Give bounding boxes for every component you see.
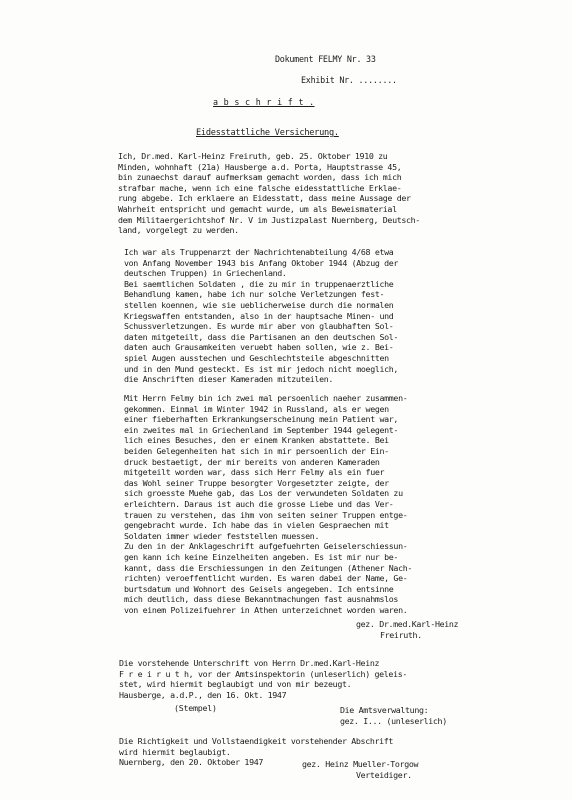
- text-line: Mit Herrn Felmy bin ich zwei mal persoenlich naeher zusammen-: [124, 393, 408, 403]
- text-line: kannt, dass die Erschiessungen in den Zeitungen (Athener Nach-: [124, 562, 412, 573]
- text-line: Kriegswaffen entstanden, also in der hauptsache Minen- und: [124, 310, 394, 321]
- text-line: Nuernberg, den 20. Oktober 1947: [119, 757, 263, 768]
- text-line: das Wohl seiner Truppe besorgter Vorgesetzter zeigte, der: [124, 477, 389, 488]
- text-line: Hausberge, a.d.P., den 16. Okt. 1947: [119, 689, 287, 700]
- abschrift-heading: a b s c h r i f t .: [213, 97, 315, 107]
- text-line: bin zunaechst darauf aufmerksam gemacht worden, dass ich mich: [118, 172, 402, 183]
- stamp-note: (Stempel): [174, 703, 217, 713]
- text-line: von einem Polizeifuehrer in Athen unterzeichnet worden waren.: [124, 604, 408, 615]
- text-line: erleichtern. Daraus ist auch die grosse Liebe und das Ver-: [124, 498, 394, 509]
- signature-line: Verteidiger.: [356, 769, 412, 780]
- text-line: richten) veroeffentlicht wurden. Es waren dabei der Name, Ge-: [124, 573, 408, 584]
- text-line: spiel Augen ausstechen und Geschlechtsteile abgeschnitten: [124, 352, 389, 363]
- intro-paragraph: [118, 151, 420, 236]
- text-line: Ich, Dr.med. Karl-Heinz Freiruth, geb. 25. Oktober 1910 zu: [118, 151, 388, 161]
- signature-line: gez. Heinz Mueller-Torgow: [302, 759, 419, 769]
- paragraph-felmy: [124, 393, 412, 615]
- amtsverwaltung-block: [340, 705, 447, 726]
- document-number: Dokument FELMY Nr. 33: [275, 54, 376, 64]
- text-line: von Anfang November 1943 bis Anfang Oktober 1944 (Abzug der: [124, 257, 399, 268]
- exhibit-number: Exhibit Nr. ........: [301, 75, 397, 85]
- text-line: druck bestaetigt, der mir bereits von anderen Kameraden: [124, 456, 380, 467]
- text-line: rung abgebe. Ich erklaere an Eidesstatt, dass meine Aussage der: [118, 193, 411, 204]
- text-line: Die vorstehende Unterschrift von Herrn Dr.med.Karl-Heinz: [119, 658, 380, 668]
- text-line: Ich war als Truppenarzt der Nachrichtenabteilung 4/68 etwa: [124, 247, 394, 257]
- text-line: daten auch Grausamkeiten veruebt haben sollen, wie z. Bei-: [124, 342, 394, 353]
- text-line: beiden Gelegenheiten hat sich in mir persoenlich der Ein-: [124, 445, 389, 456]
- text-line: Die Amtsverwaltung:: [340, 705, 429, 715]
- text-line: gen kann ich keine Einzelheiten angeben. Es ist mir nur be-: [124, 551, 399, 562]
- text-line: lich eines Besuches, den er einem Kranken abstattete. Bei: [124, 435, 389, 446]
- text-line: burtsdatum und Wohnort des Geisels angegeben. Ich entsinne: [124, 583, 394, 594]
- text-line: Bei saemtlichen Soldaten , die zu mir in truppenaerztliche: [124, 278, 394, 289]
- text-line: mich deutlich, dass diese Bekanntmachungen fast ausnahmslos: [124, 594, 399, 605]
- text-line: wird hiermit beglaubigt.: [119, 746, 231, 757]
- text-line: stellen koennen, wie sie ueblicherweise durch die normalen: [124, 299, 394, 310]
- text-line: Wahrheit entspricht und gemacht wurde, um als Beweismaterial: [118, 203, 397, 214]
- text-line: Minden, wohnhaft (21a) Hausberge a.d. Porta, Hauptstrasse 45,: [118, 161, 402, 172]
- text-line: mitgeteilt worden war, dass sich Herr Felmy als ein fuer: [124, 467, 385, 478]
- text-line: gez. I... (unleserlich): [340, 715, 447, 726]
- text-line: trauen zu verstehen, das ihm von seiten seiner Truppen entge-: [124, 509, 408, 520]
- certification-paragraph: [119, 658, 407, 700]
- defense-counsel-signature: [302, 759, 418, 780]
- text-line: stet, wird hiermit beglaubigt und von mir bezeugt.: [119, 679, 352, 690]
- paragraph-troop-doctor: [124, 247, 398, 385]
- text-line: gekommen. Einmal im Winter 1942 in Russland, als er wegen: [124, 403, 389, 414]
- text-line: die Anschriften dieser Kameraden mitzuteilen.: [124, 374, 334, 385]
- text-line: daten mitgeteilt, dass die Partisanen an den deutschen Sol-: [124, 331, 399, 342]
- document-title: Eidesstattliche Versicherung.: [196, 128, 339, 138]
- text-line: ein zweites mal in Griechenland im September 1944 gelegent-: [124, 424, 399, 435]
- text-line: Soldaten immer wieder feststellen muessen.: [124, 530, 320, 541]
- text-line: sich groesste Muehe gab, das Los der verwundeten Soldaten zu: [124, 488, 403, 499]
- text-line: Die Richtigkeit und Vollstaendigkeit vorstehender Abschrift: [119, 736, 394, 746]
- text-line: strafbar mache, wenn ich eine falsche eidesstattliche Erklae-: [118, 182, 402, 193]
- text-line: F r e i r u t h, vor der Amtsinspektorin (unleserlich) geleis-: [119, 668, 407, 679]
- text-line: gengebracht wurde. Ich habe das in vielen Gespraechen mit: [124, 520, 389, 531]
- signature-line: Freiruth.: [380, 629, 422, 640]
- text-line: Zu den in der Anklageschrift aufgefuehrten Geiselerschiessun-: [124, 541, 408, 552]
- text-line: deutschen Truppen) in Griechenland.: [124, 268, 287, 279]
- text-line: Schussverletzungen. Es wurde mir aber von glaubhaften Sol-: [124, 321, 394, 332]
- signature-line: gez. Dr.med.Karl-Heinz: [356, 619, 459, 629]
- text-line: land, vorgelegt zu werden.: [118, 225, 239, 236]
- text-line: Behandlung kamen, habe ich nur solche Verletzungen fest-: [124, 289, 385, 300]
- text-line: dem Militaergerichtshof Nr. V im Justizpalast Nuernberg, Deutsch-: [118, 214, 420, 225]
- declarant-signature: [356, 619, 458, 640]
- text-line: und in den Mund gesteckt. Es ist mir jedoch nicht moeglich,: [124, 363, 399, 374]
- text-line: einer fieberhaften Erkrankungserscheinung mein Patient war,: [124, 414, 399, 425]
